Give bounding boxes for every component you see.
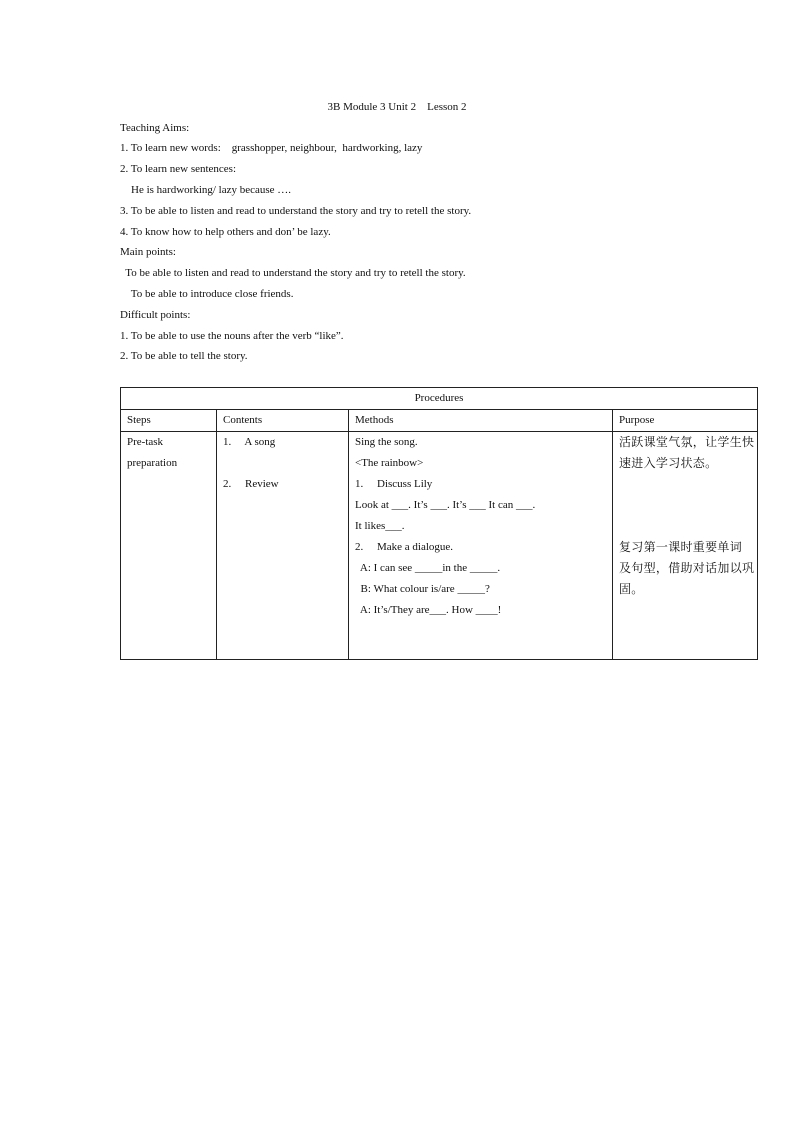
purpose-line-3: 复习第一课时重要单词 <box>619 540 743 554</box>
header-purpose: Purpose <box>613 410 758 432</box>
purpose-line-5: 固。 <box>619 582 644 596</box>
difficult-points-heading: Difficult points: <box>120 309 191 321</box>
header-contents: Contents <box>217 410 349 432</box>
methods-cell <box>349 432 613 660</box>
aim-2-example: He is hardworking/ lazy because …. <box>120 184 292 196</box>
aim-4: 4. To know how to help others and don’ be lazy. <box>120 226 331 238</box>
table-row <box>121 432 758 660</box>
method-line-3: 1. Discuss Lily <box>355 478 433 490</box>
method-line-2: <The rainbow> <box>355 457 424 469</box>
table-caption: Procedures <box>121 388 758 410</box>
purpose-line-4: 及句型，借助对话加以巩 <box>619 561 755 575</box>
content-a-song: 1. A song <box>223 436 276 448</box>
main-points-heading: Main points: <box>120 246 176 258</box>
procedures-table <box>120 387 758 660</box>
purpose-line-2: 速进入学习状态。 <box>619 456 718 470</box>
purpose-line-1: 活跃课堂气氛，让学生快 <box>619 435 755 449</box>
main-point-1: To be able to listen and read to understand the story and try to retell the story. <box>120 267 466 279</box>
method-line-1: Sing the song. <box>355 436 418 448</box>
method-line-6: 2. Make a dialogue. <box>355 541 454 553</box>
step-line-1: Pre-task <box>127 436 164 448</box>
purpose-cell <box>613 432 758 660</box>
main-point-2: To be able to introduce close friends. <box>120 288 294 300</box>
teaching-aims-heading: Teaching Aims: <box>120 122 190 134</box>
content-review: 2. Review <box>223 478 279 490</box>
method-line-7: A: I can see _____in the _____. <box>355 562 501 574</box>
difficult-point-2: 2. To be able to tell the story. <box>120 350 248 362</box>
document-title: 3B Module 3 Unit 2 Lesson 2 <box>327 101 467 113</box>
difficult-point-1: 1. To be able to use the nouns after the verb “like”. <box>120 330 344 342</box>
step-line-2: preparation <box>127 457 178 469</box>
method-line-9: A: It’s/They are___. How ____! <box>355 604 502 616</box>
method-line-5: It likes___. <box>355 520 405 532</box>
method-line-4: Look at ___. It’s ___. It’s ___ It can ___. <box>355 499 536 511</box>
header-methods: Methods <box>349 410 613 432</box>
steps-cell <box>121 432 217 660</box>
aim-1: 1. To learn new words: grasshopper, neighbour, hardworking, lazy <box>120 142 423 154</box>
contents-cell <box>217 432 349 660</box>
method-line-8: B: What colour is/are _____? <box>355 583 490 595</box>
header-steps: Steps <box>121 410 217 432</box>
aim-2: 2. To learn new sentences: <box>120 163 237 175</box>
aim-3: 3. To be able to listen and read to understand the story and try to retell the story. <box>120 205 472 217</box>
